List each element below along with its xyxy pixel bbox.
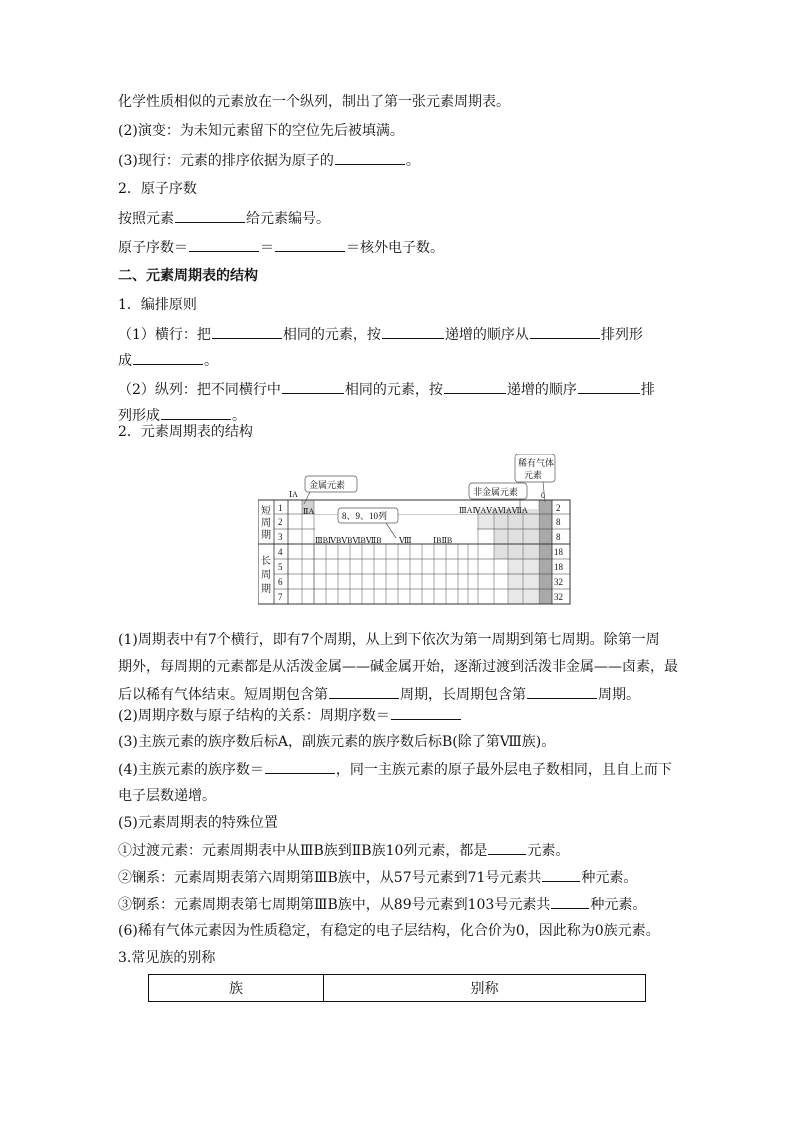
line-text: 列形成	[118, 408, 160, 424]
element-count: 32	[554, 577, 563, 587]
group-label: Ⅷ	[399, 536, 412, 545]
periodic-table-svg	[258, 454, 576, 616]
fill-blank[interactable]	[335, 150, 405, 165]
period-number: 6	[278, 577, 283, 587]
short-period-label: 期	[261, 530, 271, 541]
fill-blank[interactable]	[542, 867, 580, 882]
fill-blank[interactable]	[161, 405, 231, 420]
fill-blank[interactable]	[133, 350, 203, 365]
text-line	[118, 786, 216, 806]
line-text: ，同一主族元素的原子最外层电子数相同，且自上而下	[335, 762, 672, 778]
line-text: (4)主族元素的族序数＝	[118, 762, 264, 778]
periodic-table-diagram	[258, 454, 576, 620]
noble-gas-callout: 元素	[524, 470, 543, 480]
line-text: 。	[204, 353, 218, 369]
line-text: 相同的元素，按	[344, 382, 443, 398]
fill-blank[interactable]	[282, 379, 344, 394]
fill-blank[interactable]	[551, 894, 589, 909]
line-text: 递增的顺序从	[444, 327, 529, 343]
text-line	[118, 179, 197, 199]
fill-blank[interactable]	[275, 237, 345, 252]
line-text: 给元素编号。	[246, 211, 330, 227]
period-number: 2	[278, 517, 283, 527]
line-text: 元素。	[527, 843, 570, 859]
group-label: ⅠBⅡB	[433, 536, 453, 545]
element-count: 8	[556, 517, 561, 527]
text-line	[118, 350, 218, 371]
line-text: 周期，长周期包含第	[400, 687, 526, 703]
fill-blank[interactable]	[265, 759, 335, 774]
line-text: ②镧系：元素周期表第六周期第ⅢB族中，从57号元素到71号元素共	[118, 870, 542, 886]
line-text: (3)现行：元素的排序依据为原子的	[118, 153, 334, 169]
group-alias-table	[148, 974, 646, 1002]
element-count: 8	[556, 532, 561, 542]
line-text: （1）横行：把	[118, 327, 211, 343]
line-text: 排列形	[600, 327, 643, 343]
text-line	[118, 295, 197, 315]
period-number: 1	[278, 503, 283, 513]
element-count: 18	[554, 547, 563, 557]
line-text: 周期。	[598, 687, 640, 703]
text-line	[118, 948, 215, 968]
text-line	[118, 759, 672, 780]
text-line	[118, 813, 278, 833]
column-header: 别称	[324, 975, 646, 1002]
line-text: 递增的顺序	[506, 382, 577, 398]
group-label: ⅢBⅣBⅤBⅥBⅦB	[315, 536, 382, 545]
line-text: 相同的元素，按	[282, 327, 381, 343]
line-text: ＝核外电子数。	[346, 240, 444, 256]
line-text: 化学性质相似的元素放在一个纵列，制出了第一张元素周期表。	[118, 94, 510, 110]
long-period-label: 期	[261, 584, 271, 595]
line-text: 电子层数递增。	[118, 788, 216, 804]
line-text: (1)周期表中有7个横行，即有7个周期，从上到下依次为第一周期到第七周期。除第一周	[118, 632, 660, 648]
metal-callout: 金属元素	[309, 480, 346, 490]
text-line	[118, 92, 510, 112]
long-period-label: 周	[261, 570, 271, 581]
line-text: 按照元素	[118, 211, 174, 227]
line-text: 种元素。	[581, 870, 638, 886]
column-header: 族	[149, 975, 324, 1002]
element-count: 32	[554, 592, 563, 602]
line-text: 2．元素周期表的结构	[118, 424, 253, 440]
noble-gas-callout: 稀有气体	[518, 458, 555, 468]
line-text: (2)周期序数与原子结构的关系：周期序数＝	[118, 708, 390, 724]
long-period-label: 长	[261, 556, 271, 567]
line-text: (5)元素周期表的特殊位置	[118, 815, 278, 831]
line-text: 二、元素周期表的结构	[118, 268, 258, 284]
element-count: 18	[554, 562, 563, 572]
section-heading	[118, 266, 258, 286]
fill-blank[interactable]	[189, 237, 259, 252]
table-header-row	[149, 975, 646, 1002]
text-line	[118, 150, 420, 171]
text-line	[118, 732, 555, 752]
period-number: 3	[278, 532, 283, 542]
short-period-label: 周	[261, 518, 271, 529]
line-text: 。	[405, 153, 420, 169]
columns-callout: 8、9、10列	[342, 511, 388, 521]
line-text: ①过渡元素：元素周期表中从ⅢB族到ⅡB族10列元素，都是	[118, 843, 488, 859]
line-text: ＝	[260, 240, 274, 256]
period-number: 5	[278, 562, 283, 572]
nonmetal-shade	[494, 509, 538, 559]
fill-blank[interactable]	[444, 379, 506, 394]
fill-blank[interactable]	[527, 684, 597, 699]
text-line	[118, 867, 637, 888]
group-label: 0	[541, 491, 545, 500]
line-text: 种元素。	[590, 897, 647, 913]
text-line	[118, 657, 678, 677]
short-period-label: 短	[261, 506, 271, 517]
text-line	[118, 705, 462, 726]
fill-blank[interactable]	[578, 379, 640, 394]
period-number: 7	[278, 592, 283, 602]
text-line	[118, 237, 444, 258]
line-text: 成	[118, 353, 132, 369]
fill-blank[interactable]	[530, 324, 600, 339]
text-line	[118, 121, 404, 141]
text-line	[118, 422, 253, 442]
text-line	[118, 894, 646, 915]
fill-blank[interactable]	[391, 705, 461, 720]
fill-blank[interactable]	[175, 208, 245, 223]
text-line	[118, 684, 640, 705]
fill-blank[interactable]	[382, 324, 444, 339]
text-line	[118, 921, 660, 941]
fill-blank[interactable]	[329, 684, 399, 699]
noble-gas-column	[539, 500, 552, 604]
line-text: 原子序数＝	[118, 240, 188, 256]
line-text: (6)稀有气体元素因为性质稳定，有稳定的电子层结构，化合价为0，因此称为0族元素。	[118, 923, 660, 939]
line-text: 后以稀有气体结束。短周期包含第	[118, 687, 328, 703]
fill-blank[interactable]	[488, 840, 526, 855]
group-label: ⅡA	[303, 507, 315, 516]
line-text: 2．原子序数	[118, 181, 197, 197]
text-line	[118, 840, 569, 861]
group-label: ⅢAⅣAⅤAⅥAⅦA	[459, 506, 528, 515]
group-label: ⅠA	[289, 490, 298, 499]
line-text: 3.常见族的别称	[118, 950, 216, 966]
element-count: 2	[556, 503, 561, 513]
text-line	[118, 630, 660, 650]
text-line	[118, 379, 655, 400]
line-text: ③锕系：元素周期表第七周期第ⅢB族中，从89号元素到103号元素共	[118, 897, 551, 913]
line-text: (3)主族元素的族序数后标A，副族元素的族序数后标B(除了第Ⅷ族)。	[118, 734, 556, 750]
line-text: 1．编排原则	[118, 297, 197, 313]
line-text: 期外，每周期的元素都是从活泼金属——碱金属开始，逐渐过渡到活泼非金属——卤素，最	[118, 659, 678, 675]
text-line	[118, 208, 330, 229]
fill-blank[interactable]	[212, 324, 282, 339]
text-line	[118, 324, 643, 345]
period-number: 4	[278, 547, 283, 557]
line-text: (2)演变：为未知元素留下的空位先后被填满。	[118, 123, 404, 139]
line-text: 排	[640, 382, 655, 398]
line-text: （2）纵列：把不同横行中	[118, 382, 281, 398]
nonmetal-callout: 非金属元素	[473, 487, 519, 497]
line-text: 。	[232, 408, 246, 424]
